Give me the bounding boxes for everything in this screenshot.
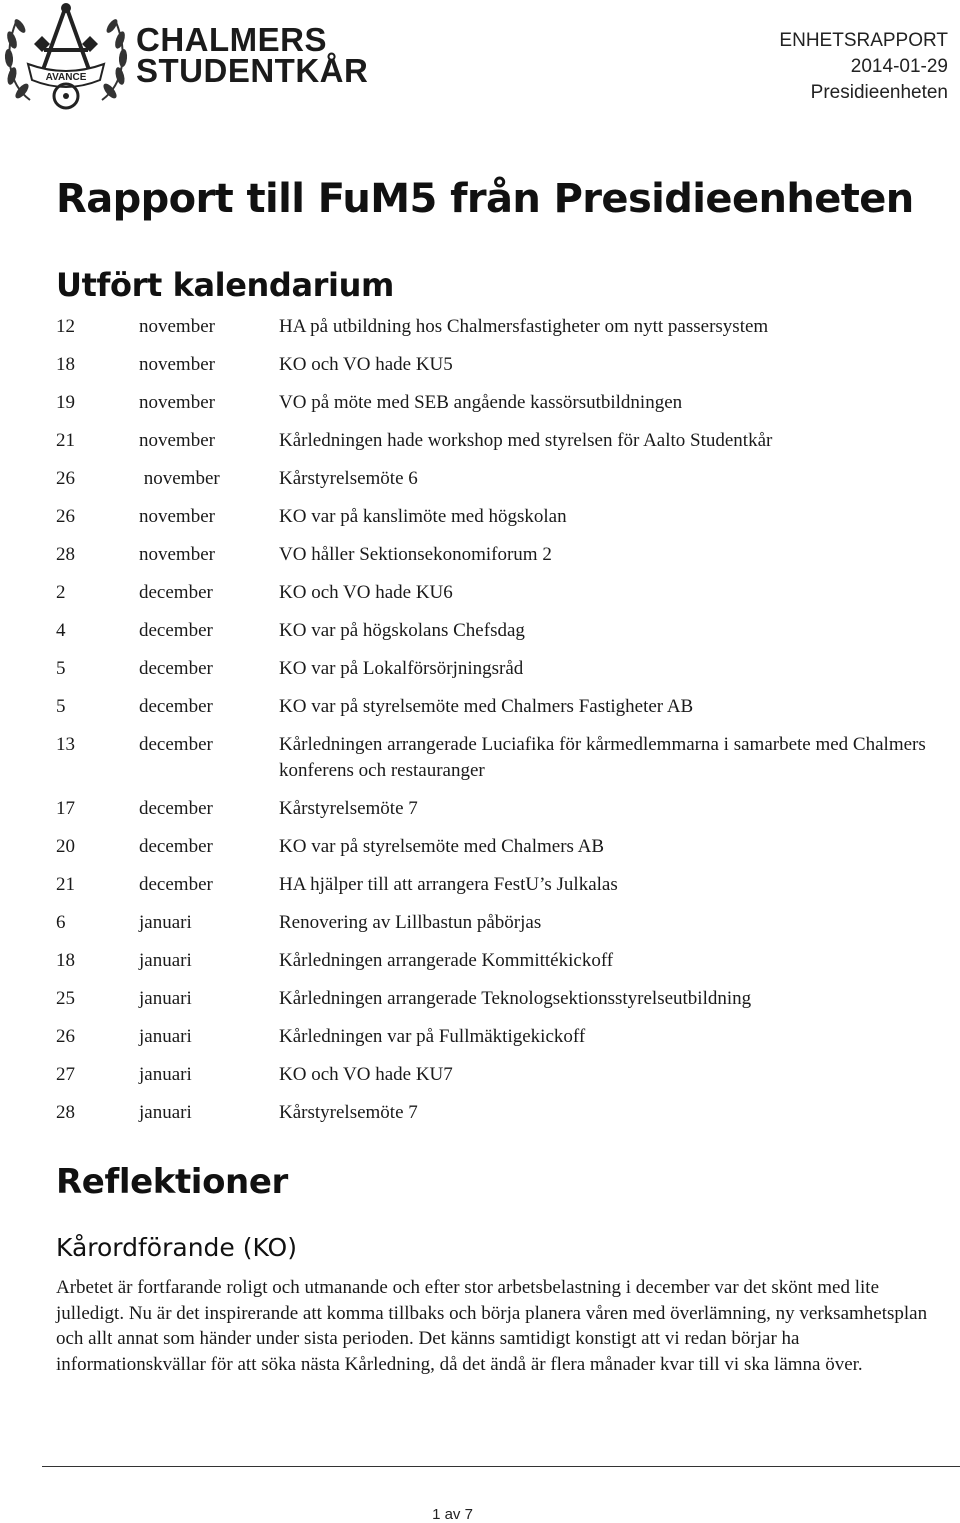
footer-divider (42, 1466, 960, 1467)
calendar-month: december (139, 798, 213, 819)
chalmers-seal-icon (0, 0, 132, 115)
doc-type: ENHETSRAPPORT (779, 30, 948, 51)
calendar-month: november (139, 544, 215, 565)
calendar-event: Kårledningen arrangerade Luciafika för kårmedlemmarna i samarbete med Chalmers konferens och restauranger (279, 734, 926, 781)
calendar-day: 21 (56, 430, 75, 451)
calendar-day: 26 (56, 506, 75, 527)
calendar-event: KO var på styrelsemöte med Chalmers AB (279, 836, 605, 857)
calendar-month: januari (139, 912, 192, 933)
chalmers-studentkar-logo (0, 0, 369, 115)
calendar-day: 28 (56, 544, 75, 565)
calendar-month: november (139, 354, 215, 375)
calendar-month: november (139, 430, 215, 451)
calendar-month: november (139, 316, 215, 337)
calendar-month: december (139, 696, 213, 717)
calendar-day: 13 (56, 734, 75, 755)
calendar-event: KO var på högskolans Chefsdag (279, 620, 525, 641)
calendar-event: Kårstyrelsemöte 7 (279, 798, 418, 819)
calendar-day: 21 (56, 874, 75, 895)
logo-wordmark (136, 21, 369, 89)
calendar-event: Kårledningen var på Fullmäktigekickoff (279, 1026, 586, 1047)
calendar-day: 5 (56, 696, 66, 717)
doc-unit: Presidieenheten (810, 82, 948, 103)
calendar-month: december (139, 734, 213, 755)
page-title: Rapport till FuM5 från Presidieenheten (56, 176, 914, 222)
calendar-event: KO och VO hade KU6 (279, 582, 453, 603)
calendar-event: HA på utbildning hos Chalmersfastigheter om nytt passersystem (279, 316, 769, 337)
calendar-day: 25 (56, 988, 75, 1009)
document-meta (779, 28, 948, 106)
calendar-event: KO var på kanslimöte med högskolan (279, 506, 567, 527)
calendar-day: 26 (56, 1026, 75, 1047)
calendar-event: VO på möte med SEB angående kassörsutbildningen (279, 392, 683, 413)
calendar-event: VO håller Sektionsekonomiforum 2 (279, 544, 552, 565)
calendar-month: december (139, 836, 213, 857)
calendar-day: 20 (56, 836, 75, 857)
calendar-day: 27 (56, 1064, 75, 1085)
seal-text: AVANCE (45, 72, 87, 83)
ko-heading: Kårordförande (KO) (56, 1233, 297, 1262)
calendar-day: 19 (56, 392, 75, 413)
page-number: 1 av 7 (432, 1506, 473, 1523)
calendar-event: Kårledningen arrangerade Kommittékickoff (279, 950, 614, 971)
calendar-month: december (139, 582, 213, 603)
calendar-month: november (139, 392, 215, 413)
doc-date: 2014-01-29 (850, 56, 948, 77)
calendar-month: november (139, 468, 220, 489)
calendar-month: januari (139, 1064, 192, 1085)
calendar-month: december (139, 620, 213, 641)
calendar-day: 28 (56, 1102, 75, 1123)
calendar-day: 2 (56, 582, 66, 603)
calendar-month: januari (139, 988, 192, 1009)
calendar-heading: Utfört kalendarium (56, 266, 394, 304)
calendar-event: KO var på Lokalförsörjningsråd (279, 658, 524, 679)
calendar-event: KO var på styrelsemöte med Chalmers Fastigheter AB (279, 696, 694, 717)
calendar-event: HA hjälper till att arrangera FestU’s Julkalas (279, 874, 618, 895)
calendar-event: Kårstyrelsemöte 6 (279, 468, 418, 489)
calendar-day: 12 (56, 316, 75, 337)
calendar-month: januari (139, 950, 192, 971)
calendar-day: 4 (56, 620, 66, 641)
calendar-event: KO och VO hade KU5 (279, 354, 453, 375)
calendar-event: Kårledningen hade workshop med styrelsen för Aalto Studentkår (279, 430, 773, 451)
reflections-heading: Reflektioner (56, 1162, 288, 1202)
calendar-day: 18 (56, 354, 75, 375)
calendar-month: januari (139, 1026, 192, 1047)
logo-line-2: STUDENTKÅR (136, 52, 369, 89)
calendar-day: 5 (56, 658, 66, 679)
calendar-month: januari (139, 1102, 192, 1123)
logo-line-1: CHALMERS (136, 21, 327, 58)
calendar-month: december (139, 874, 213, 895)
calendar-event: Kårstyrelsemöte 7 (279, 1102, 418, 1123)
calendar-day: 6 (56, 912, 66, 933)
calendar-month: december (139, 658, 213, 679)
calendar-event: KO och VO hade KU7 (279, 1064, 453, 1085)
calendar-day: 17 (56, 798, 75, 819)
calendar-month: november (139, 506, 215, 527)
calendar-day: 18 (56, 950, 75, 971)
calendar-event: Renovering av Lillbastun påbörjas (279, 912, 542, 933)
calendar-event: Kårledningen arrangerade Teknologsektionsstyrelseutbildning (279, 988, 752, 1009)
ko-paragraph: Arbetet är fortfarande roligt och utmanande och efter stor arbetsbelastning i december var det skönt med lite julledigt. Nu är det inspirerande att komma tillbaks och börja planera våren med överlämning, ny verksamhetsplan och allt annat som händer under sista perioden. Det känns samtidigt konstigt att vi redan börjar ha informationskvällar för att söka nästa Kårledning, då det ändå är flera månader kvar till vi ska lämna över. (56, 1277, 928, 1375)
calendar-day: 26 (56, 468, 75, 489)
